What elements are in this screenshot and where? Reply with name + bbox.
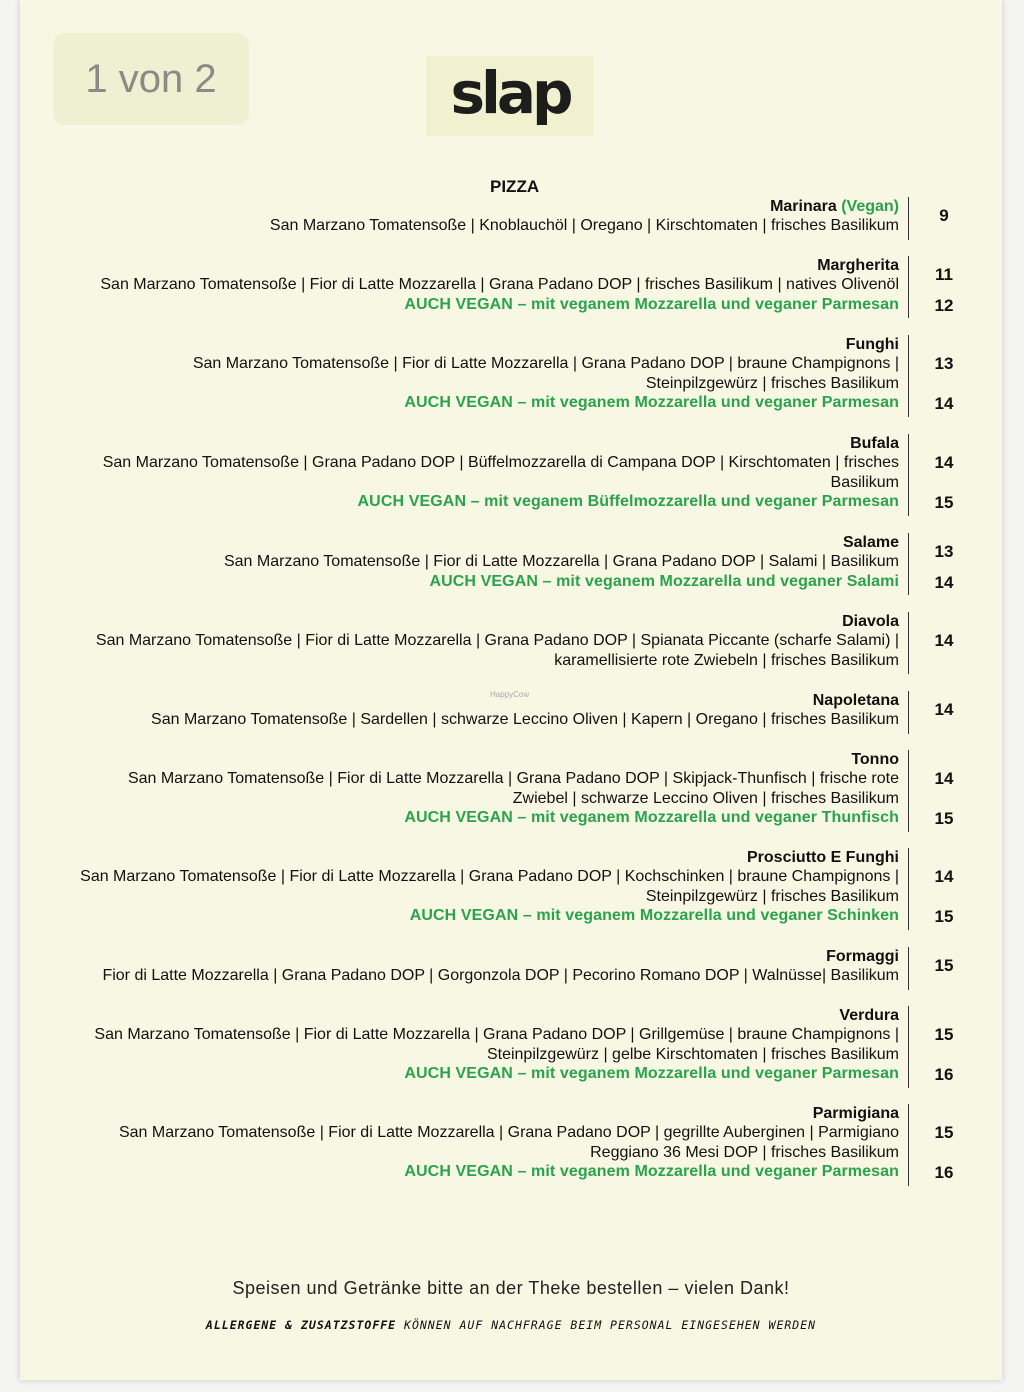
footer-note: Speisen und Getränke bitte an der Theke bestellen – vielen Dank! bbox=[232, 1278, 790, 1298]
item-price: 15 bbox=[934, 1123, 954, 1143]
item-name: Bufala bbox=[850, 435, 899, 452]
item-description: Steinpilzgewürz | frisches Basilikum bbox=[645, 887, 899, 905]
vegan-option: AUCH VEGAN – mit veganem Mozzarella und veganer Thunfisch bbox=[404, 809, 899, 827]
item-price: 13 bbox=[934, 542, 954, 562]
vegan-option: AUCH VEGAN – mit veganem Mozzarella und veganer Parmesan bbox=[404, 1163, 899, 1181]
allergen-note: ALLERGENE & ZUSATZSTOFFE KÖNNEN AUF NACHFRAGE BEIM PERSONAL EINGESEHEN WERDEN bbox=[205, 1318, 817, 1332]
vegan-option: AUCH VEGAN – mit veganem Mozzarella und veganer Salami bbox=[429, 572, 899, 590]
section-title: PIZZA bbox=[490, 177, 540, 196]
vegan-price: 15 bbox=[934, 493, 954, 513]
menu-page bbox=[20, 0, 1002, 1380]
item-name: Marinara bbox=[770, 198, 837, 215]
divider bbox=[908, 533, 909, 595]
item-description: Fior di Latte Mozzarella | Grana Padano DOP | Gorgonzola DOP | Pecorino Romano DOP | Walnüsse| Basilikum bbox=[102, 967, 899, 985]
item-name: Margherita bbox=[817, 257, 899, 274]
vegan-option: AUCH VEGAN – mit veganem Mozzarella und veganer Parmesan bbox=[404, 394, 899, 412]
vegan-tag: (Vegan) bbox=[836, 198, 899, 215]
item-name: Diavola bbox=[842, 613, 899, 630]
item-price: 15 bbox=[934, 1025, 954, 1045]
item-description: Steinpilzgewürz | frisches Basilikum bbox=[645, 374, 899, 392]
item-name: Salame bbox=[842, 534, 899, 551]
item-description: San Marzano Tomatensoße | Fior di Latte Mozzarella | Grana Padano DOP | Grillgemüse | braune Champignons | bbox=[94, 1026, 899, 1044]
vegan-price: 15 bbox=[934, 907, 954, 927]
vegan-option: AUCH VEGAN – mit veganem Mozzarella und veganer Parmesan bbox=[404, 1065, 899, 1083]
vegan-price: 16 bbox=[934, 1163, 954, 1183]
divider bbox=[908, 335, 909, 417]
item-name: Prosciutto E Funghi bbox=[747, 849, 899, 866]
vegan-price: 14 bbox=[934, 572, 954, 592]
item-description: San Marzano Tomatensoße | Fior di Latte Mozzarella | Grana Padano DOP | gegrillte Auberginen | Parmigiano bbox=[118, 1124, 899, 1142]
divider bbox=[908, 197, 909, 240]
item-description: San Marzano Tomatensoße | Fior di Latte Mozzarella | Grana Padano DOP | braune Champignons | bbox=[192, 355, 899, 373]
divider bbox=[908, 848, 909, 930]
item-name: Funghi bbox=[845, 336, 899, 353]
item-description: Zwiebel | schwarze Leccino Oliven | frisches Basilikum bbox=[512, 789, 899, 807]
item-price: 14 bbox=[934, 453, 954, 473]
vegan-price: 15 bbox=[934, 809, 954, 829]
divider bbox=[908, 612, 909, 674]
vegan-option: AUCH VEGAN – mit veganem Mozzarella und veganer Schinken bbox=[409, 907, 899, 925]
item-description: San Marzano Tomatensoße | Grana Padano DOP | Büffelmozzarella di Campana DOP | Kirschtomaten | frisches bbox=[102, 454, 899, 472]
item-description: San Marzano Tomatensoße | Fior di Latte Mozzarella | Grana Padano DOP | Kochschinken | braune Champignons | bbox=[80, 868, 899, 886]
item-price: 14 bbox=[934, 867, 954, 887]
item-price: 9 bbox=[939, 206, 949, 226]
item-description: San Marzano Tomatensoße | Sardellen | schwarze Leccino Oliven | Kapern | Oregano | frisches Basilikum bbox=[151, 711, 899, 729]
item-description: San Marzano Tomatensoße | Fior di Latte Mozzarella | Grana Padano DOP | Salami | Basilikum bbox=[223, 553, 899, 571]
vegan-price: 14 bbox=[934, 394, 954, 414]
page-indicator: 1 von 2 bbox=[53, 33, 249, 125]
item-description: Basilikum bbox=[830, 473, 899, 491]
divider bbox=[908, 947, 909, 990]
item-description: Reggiano 36 Mesi DOP | frisches Basilikum bbox=[590, 1143, 899, 1161]
vegan-option: AUCH VEGAN – mit veganem Büffelmozzarella und veganer Parmesan bbox=[357, 493, 899, 511]
item-description: San Marzano Tomatensoße | Fior di Latte Mozzarella | Grana Padano DOP | Skipjack-Thunfisch | frische rote bbox=[127, 770, 899, 788]
item-price: 14 bbox=[934, 769, 954, 789]
divider bbox=[908, 691, 909, 734]
divider bbox=[908, 1006, 909, 1088]
item-name: Parmigiana bbox=[812, 1105, 899, 1122]
item-description: karamellisierte rote Zwiebeln | frisches Basilikum bbox=[554, 651, 899, 669]
divider bbox=[908, 256, 909, 318]
item-price: 14 bbox=[934, 700, 954, 720]
divider bbox=[908, 750, 909, 832]
item-description: San Marzano Tomatensoße | Knoblauchöl | Oregano | Kirschtomaten | frisches Basilikum bbox=[269, 217, 899, 235]
svg-text:slap: slap bbox=[449, 61, 570, 127]
divider bbox=[908, 1104, 909, 1186]
item-name: Formaggi bbox=[826, 948, 899, 965]
item-name: Tonno bbox=[851, 751, 899, 768]
item-price: 14 bbox=[934, 631, 954, 651]
item-description: San Marzano Tomatensoße | Fior di Latte Mozzarella | Grana Padano DOP | frisches Basilikum | natives Olivenöl bbox=[100, 276, 899, 294]
divider bbox=[908, 434, 909, 516]
item-price: 15 bbox=[934, 956, 954, 976]
slap-logo-icon bbox=[430, 61, 590, 131]
watermark: HappyCow bbox=[490, 690, 530, 699]
item-price: 11 bbox=[935, 265, 953, 285]
item-description: San Marzano Tomatensoße | Fior di Latte Mozzarella | Grana Padano DOP | Spianata Piccante (scharfe Salami) | bbox=[95, 632, 899, 650]
item-price: 13 bbox=[934, 354, 954, 374]
vegan-option: AUCH VEGAN – mit veganem Mozzarella und veganer Parmesan bbox=[404, 295, 899, 313]
item-name: Verdura bbox=[839, 1007, 899, 1024]
item-description: Steinpilzgewürz | gelbe Kirschtomaten | frisches Basilikum bbox=[486, 1045, 899, 1063]
vegan-price: 16 bbox=[934, 1065, 954, 1085]
vegan-price: 12 bbox=[934, 295, 954, 315]
item-name: Napoletana bbox=[812, 692, 899, 709]
logo bbox=[426, 56, 593, 136]
